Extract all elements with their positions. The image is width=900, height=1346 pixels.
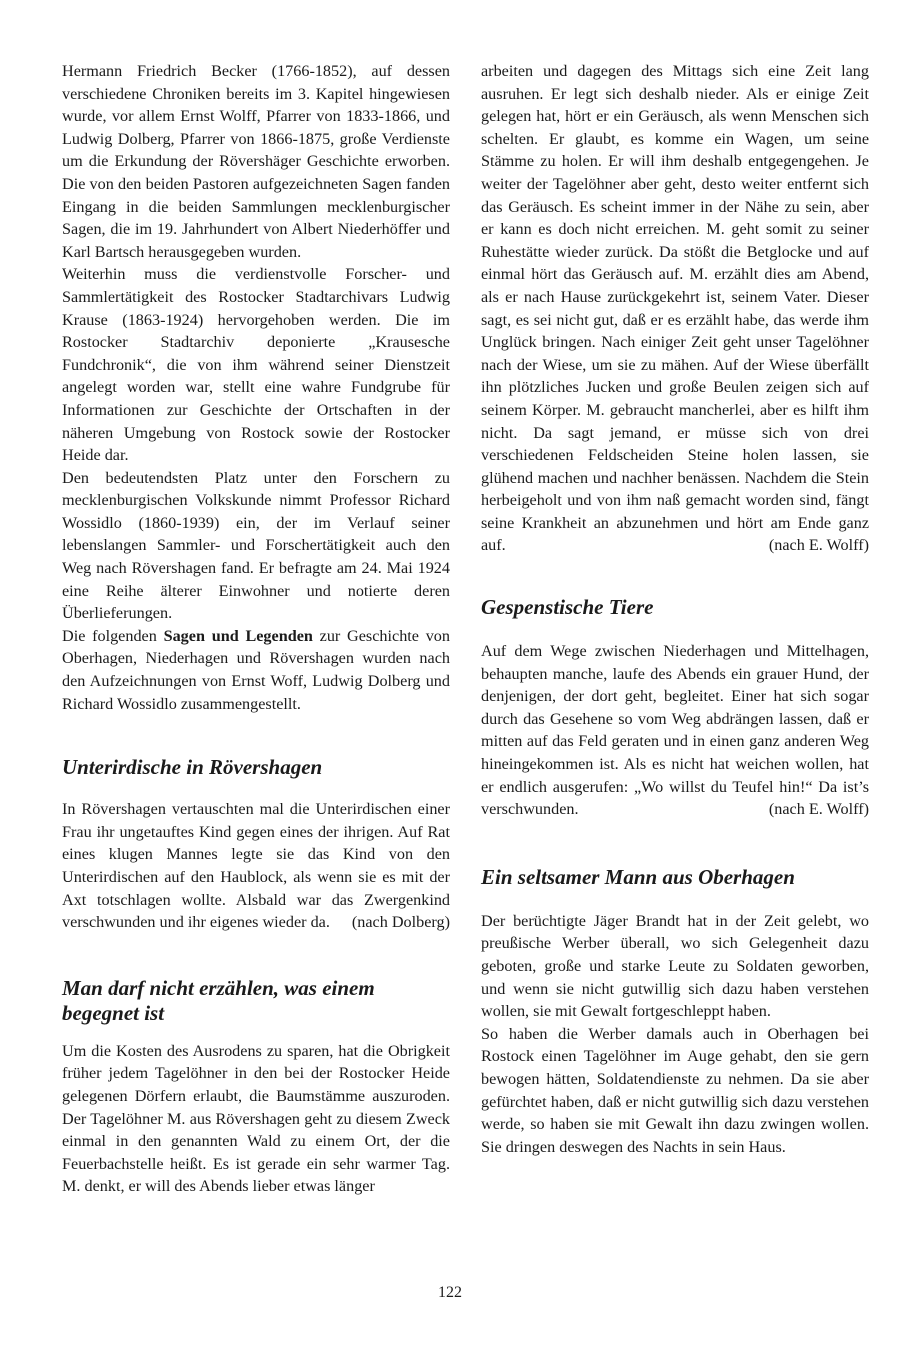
section-title-seltsamer-mann: Ein seltsamer Mann aus Oberhagen xyxy=(481,864,795,889)
title-line-2: begegnet ist xyxy=(62,1000,165,1025)
source-citation: (nach E. Wolff) xyxy=(768,536,869,555)
page-number: 122 xyxy=(438,1284,462,1301)
source-citation: (nach Dolberg) xyxy=(351,913,450,932)
closing-bold-phrase: Sagen und Legenden xyxy=(163,626,313,645)
right-column xyxy=(481,60,869,1158)
section-title-unterirdische: Unterirdische in Rövershagen xyxy=(62,755,323,780)
title-line-1: Man darf nicht erzählen, was einem xyxy=(62,975,375,1000)
left-column xyxy=(62,60,450,1198)
intro-closing-paragraph xyxy=(62,625,450,715)
source-citation: (nach E. Wolff) xyxy=(768,800,869,819)
section-text-erzaehlen: Um die Kosten des Ausrodens zu sparen, hat die Obrigkeit früher jedem Tagelöhner in den bei der Rostocker Heide gelegenen Dörfern erlaubt, die Baumstämme auszuroden. Der Tagelöhner M. aus Rövershagen geht zu diesem Zweck einmal in den genannten Wald zu einem Ort, der die Feuerbachstelle heißt. Es ist gerade ein sehr warmer Tag. M. denkt, er will des Abends lieber etwas länger xyxy=(62,1041,450,1196)
section-text-gespenstische-tiere xyxy=(481,640,869,821)
section-text-unterirdische xyxy=(62,798,450,934)
story-text: Auf dem Wege zwischen Niederhagen und Mittelhagen, behaupten manche, laufe des Abends ein grauer Hund, der denjenigen, der dort geht, begleitet. Einer hat sich sogar durch das Gesehene so vom Weg abdrängen lassen, daß er mitten auf das Feld geraten und in einen ganz anderen Weg hineingekommen ist. Als es nicht hat weichen wollen, hat er endlich ausgerufen: „Wo willst du Teufel hin!“ Da ist’s verschwunden. xyxy=(481,642,869,819)
intro-paragraph-becker: Hermann Friedrich Becker (1766-1852), auf dessen verschiedene Chroniken bereits im 3. Kapitel hingewiesen wurde, vor allem Ernst Wolff, Pfarrer von 1833-1866, und Ludwig Dolberg, Pfarrer von 1866-1875, große Verdienste um die Erkundung der Rövershäger Geschichte erworben. Die von den beiden Pastoren aufgezeichneten Sagen fanden Eingang in die beiden Sammlungen mecklenburgischer Sagen, die im 19. Jahrhundert von Albert Niederhöffer und Karl Bartsch herausgegeben wurden. xyxy=(62,62,450,261)
section-text-seltsamer-mann-1: Der berüchtigte Jäger Brandt hat in der Zeit gelebt, wo preußische Werber überall, wo sich Gelegenheit dazu geboten, große und starke Leute zu Soldaten geworben, und wenn sie nicht gutwillig sich dazu haben verstehen wollen, sie mit Gewalt fortgeschleppt haben. xyxy=(481,911,869,1021)
section-title-gespenstische-tiere: Gespenstische Tiere xyxy=(481,595,654,620)
intro-paragraph-krause: Weiterhin muss die verdienstvolle Forscher- und Sammlertätigkeit des Rostocker Stadtarchivars Ludwig Krause (1863-1924) hervorgehoben werden. Die im Rostocker Stadtarchiv deponierte „Krausesche Fundchronik“, die von ihm während seiner Dienstzeit angelegt worden war, stellt eine wahre Fundgrube für Informationen zur Geschichte der Ortschaften in der näheren Umgebung von Rostock sowie der Rostocker Heide dar. xyxy=(62,265,450,465)
story-text: In Rövershagen vertauschten mal die Unterirdischen einer Frau ihr ungetauftes Kind gegen eines der ihrigen. Auf Rat eines klugen Mannes legte sie das Kind von den Unterirdischen auf den Haublock, als wenn sie es mit der Axt totschlagen wollte. Alsbald war das Zwergenkind verschwunden und ihr eigenes wieder da. xyxy=(62,800,450,932)
closing-text-before: Die folgenden xyxy=(62,626,164,645)
intro-paragraph-wossidlo: Den bedeutendsten Platz unter den Forschern zu mecklenburgischen Volkskunde nimmt Professor Richard Wossidlo (1860-1939) ein, der im Verlauf seiner lebenslangen Sammler- und Forschertätigkeit auch den Weg nach Rövershagen fand. Er befragte am 24. Mai 1924 eine Reihe älterer Einwohner und notierte deren Überlieferungen. xyxy=(62,468,450,623)
continuation-text xyxy=(481,60,869,557)
closing-text-after: zur Geschichte von Oberhagen, Niederhagen und Rövershagen wurden nach den Aufzeichnungen von Ernst Woff, Ludwig Dolberg und Richard Wossidlo zusammengestellt. xyxy=(62,626,450,713)
section-text-seltsamer-mann-2: So haben die Werber damals auch in Oberhagen bei Rostock einen Tagelöhner im Auge gehabt, den sie gern bewogen hätten, Soldatendienste zu nehmen. Da sie aber gefürchtet haben, daß er nicht gutwillig sich dazu verstehen werde, so haben sie mit Gewalt ihn dazu zwingen wollen. Sie dringen deswegen des Nachts in sein Haus. xyxy=(481,1024,869,1156)
story-text: arbeiten und dagegen des Mittags sich eine Zeit lang ausruhen. Er legt sich deshalb nieder. Als er einige Zeit gelegen hat, hört er ein Geräusch, als wenn Menschen sich schelten. Er glaubt, es komme ein Wagen, um seine Stämme zu holen. Er will ihm deshalb entgegengehen. Je weiter der Tagelöhner aber geht, desto weiter entfernt sich das Geräusch. Es scheint immer in der Nähe zu sein, aber er kann es doch nicht erreichen. M. geht somit zu seiner Ruhestätte wieder zurück. Da stößt die Betglocke und auf einmal hört das Geräusch auf. M. erzählt dies am Abend, als er nach Hause zurückgekehrt ist, seinem Vater. Dieser sagt, es sei nicht gut, daß er es erzählt habe, das werde ihm Unglück bringen. Nach einiger Zeit geht unser Tagelöhner nach der Wiese, um sie zu mähen. Auf der Wiese überfällt ihn plötzliches Jucken und große Beulen zeigen sich auf seinem Körper. M. gebraucht mancherlei, aber es hilft ihm nicht. Da sagt jemand, er müsse sich von drei verschiedenen Feldscheiden Steine holen lassen, sie glühend machen und nachher benässen. Nachdem die Stein herbeigeholt und von ihm naß gemacht worden sind, fängt seine Krankheit an abzunehmen und hört am Ende ganz auf. xyxy=(481,62,869,555)
section-title-erzaehlen xyxy=(62,976,450,1026)
